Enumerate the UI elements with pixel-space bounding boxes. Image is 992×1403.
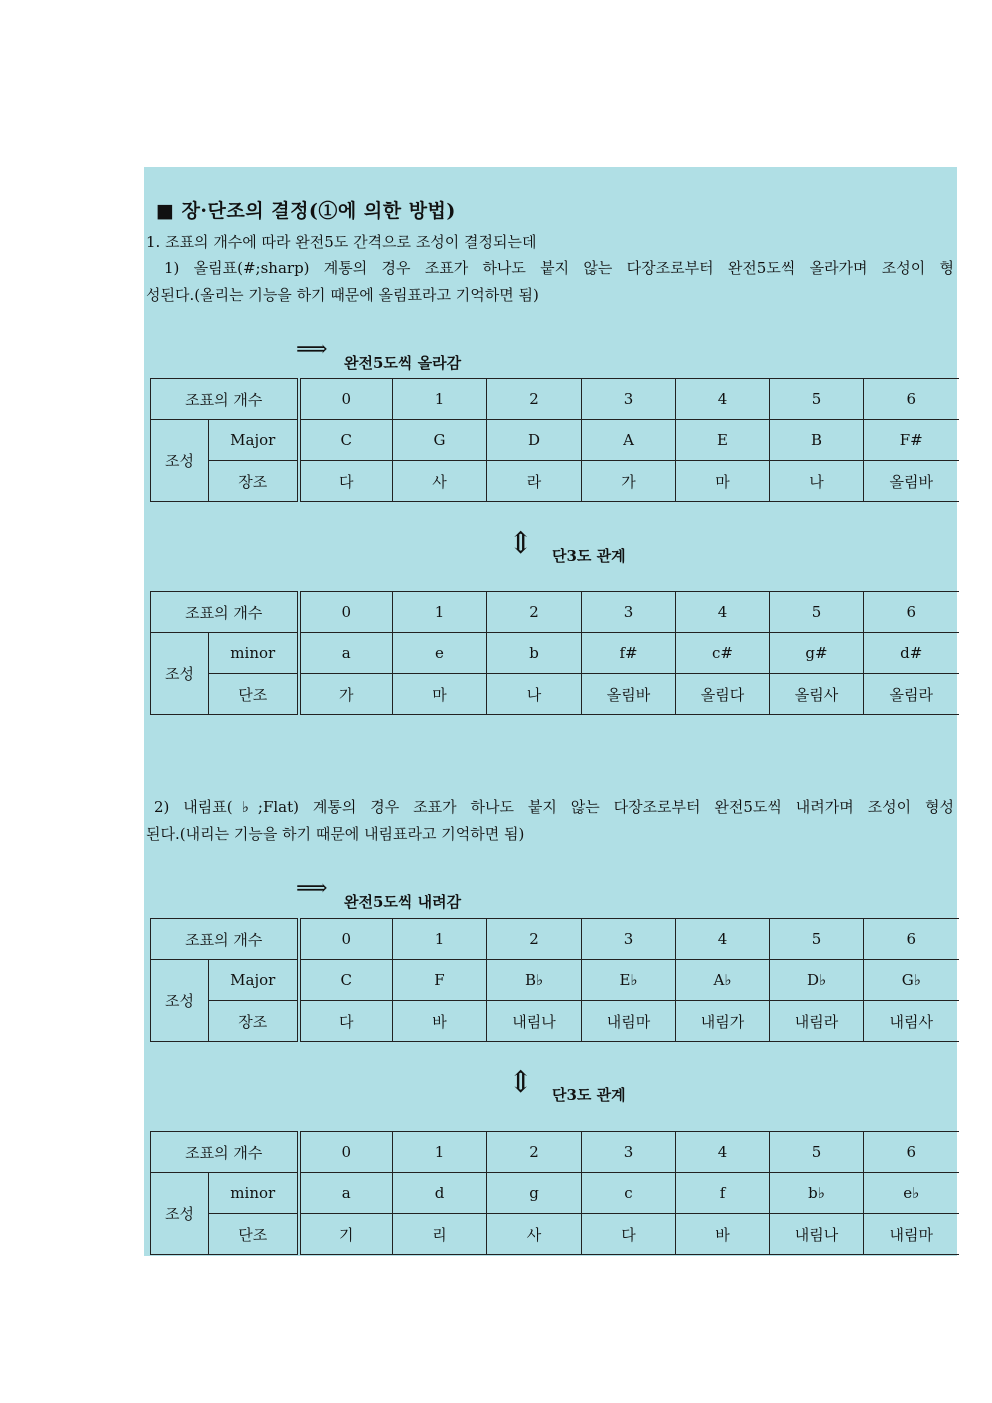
- table-cell: 2: [487, 592, 582, 633]
- table-cell: 2: [487, 1132, 582, 1173]
- table-row: [151, 919, 959, 960]
- table-cell: 0: [299, 379, 393, 420]
- table-cell: 사: [393, 461, 487, 502]
- table-cell: 1: [393, 919, 487, 960]
- table-cell: B: [770, 420, 864, 461]
- flat-minor-table: [150, 1131, 959, 1255]
- table-cell: 6: [864, 1132, 959, 1173]
- table-cell: 6: [864, 592, 959, 633]
- count-header: 조표의 개수: [151, 379, 299, 420]
- count-header: 조표의 개수: [151, 919, 299, 960]
- table-cell: 3: [582, 592, 676, 633]
- table-cell: 가: [582, 461, 676, 502]
- table-cell: 마: [676, 461, 770, 502]
- table-cell: f: [676, 1173, 770, 1214]
- table-cell: F#: [864, 420, 959, 461]
- row-label: 단조: [209, 674, 299, 715]
- flat-major-table: [150, 918, 959, 1042]
- sharp-paragraph-line2: 성된다.(올리는 기능을 하기 때문에 올림표라고 기억하면 됨): [146, 286, 539, 304]
- table-cell: 5: [770, 1132, 864, 1173]
- table-cell: 올림라: [864, 674, 959, 715]
- table-cell: C: [299, 420, 393, 461]
- table-cell: b: [487, 633, 582, 674]
- table-cell: 나: [487, 674, 582, 715]
- sharp-arrow-label: 완전5도씩 올라감: [344, 354, 462, 372]
- table-cell: e: [393, 633, 487, 674]
- table-cell: 마: [393, 674, 487, 715]
- flat-paragraph-line2: 된다.(내리는 기능을 하기 때문에 내림표라고 기억하면 됨): [146, 825, 525, 843]
- table-cell: 4: [676, 592, 770, 633]
- table-cell: 다: [582, 1214, 676, 1255]
- flat-arrow-label: 완전5도씩 내려감: [344, 893, 462, 911]
- table-cell: 바: [676, 1214, 770, 1255]
- up-down-arrow-icon: ⇕: [508, 526, 534, 561]
- table-cell: 내림라: [770, 1001, 864, 1042]
- table-cell: g: [487, 1173, 582, 1214]
- table-cell: 내림가: [676, 1001, 770, 1042]
- table-cell: 내림사: [864, 1001, 959, 1042]
- table-cell: B♭: [487, 960, 582, 1001]
- table-cell: 다: [299, 461, 393, 502]
- table-cell: c: [582, 1173, 676, 1214]
- table-row: [151, 633, 959, 674]
- table-cell: E♭: [582, 960, 676, 1001]
- double-right-arrow-icon: ⟹: [296, 876, 328, 901]
- table-cell: 다: [299, 1001, 393, 1042]
- double-right-arrow-icon: ⟹: [296, 337, 328, 362]
- group-label: 조성: [151, 960, 209, 1042]
- table-row: [151, 592, 959, 633]
- table-row: [151, 1001, 959, 1042]
- table-cell: 리: [393, 1214, 487, 1255]
- sharp-paragraph-line1: 1) 올림표(#;sharp) 계통의 경우 조표가 하나도 붙지 않는 다장조로부터 완전5도씩 올라가며 조성이 형: [164, 259, 954, 277]
- row-label: 장조: [209, 1001, 299, 1042]
- table-cell: 0: [299, 592, 393, 633]
- table-cell: C: [299, 960, 393, 1001]
- table-cell: 기: [299, 1214, 393, 1255]
- table-cell: 내림마: [582, 1001, 676, 1042]
- group-label: 조성: [151, 420, 209, 502]
- table-cell: f#: [582, 633, 676, 674]
- table-cell: 2: [487, 919, 582, 960]
- row-label: Major: [209, 960, 299, 1001]
- sharp-major-table: [150, 378, 959, 502]
- sharp-relation-label: 단3도 관계: [552, 547, 626, 565]
- table-cell: F: [393, 960, 487, 1001]
- table-cell: e♭: [864, 1173, 959, 1214]
- table-cell: 올림바: [582, 674, 676, 715]
- table-row: [151, 960, 959, 1001]
- table-cell: 나: [770, 461, 864, 502]
- flat-relation-label: 단3도 관계: [552, 1086, 626, 1104]
- table-row: [151, 461, 959, 502]
- intro-text: 1. 조표의 개수에 따라 완전5도 간격으로 조성이 결정되는데: [146, 233, 537, 251]
- table-cell: E: [676, 420, 770, 461]
- table-row: [151, 1214, 959, 1255]
- table-row: [151, 674, 959, 715]
- flat-paragraph-line1: 2) 내림표(♭;Flat) 계통의 경우 조표가 하나도 붙지 않는 다장조로부터 완전5도씩 내려가며 조성이 형성: [154, 798, 954, 816]
- table-cell: 3: [582, 1132, 676, 1173]
- sharp-minor-table: [150, 591, 959, 715]
- table-cell: 1: [393, 1132, 487, 1173]
- table-cell: G: [393, 420, 487, 461]
- table-cell: 0: [299, 1132, 393, 1173]
- table-row: [151, 379, 959, 420]
- table-cell: 내림마: [864, 1214, 959, 1255]
- table-cell: 3: [582, 919, 676, 960]
- table-cell: 가: [299, 674, 393, 715]
- table-cell: D: [487, 420, 582, 461]
- table-row: [151, 420, 959, 461]
- table-cell: 6: [864, 919, 959, 960]
- table-cell: d: [393, 1173, 487, 1214]
- table-cell: c#: [676, 633, 770, 674]
- table-row: [151, 1132, 959, 1173]
- table-cell: 5: [770, 919, 864, 960]
- table-cell: A♭: [676, 960, 770, 1001]
- table-cell: 6: [864, 379, 959, 420]
- table-cell: 4: [676, 379, 770, 420]
- table-cell: 올림다: [676, 674, 770, 715]
- row-label: 장조: [209, 461, 299, 502]
- table-cell: 라: [487, 461, 582, 502]
- table-cell: 5: [770, 379, 864, 420]
- table-cell: 바: [393, 1001, 487, 1042]
- up-down-arrow-icon: ⇕: [508, 1065, 534, 1100]
- table-cell: b♭: [770, 1173, 864, 1214]
- table-row: [151, 1173, 959, 1214]
- table-cell: a: [299, 633, 393, 674]
- table-cell: G♭: [864, 960, 959, 1001]
- table-cell: 5: [770, 592, 864, 633]
- table-cell: D♭: [770, 960, 864, 1001]
- table-cell: 올림바: [864, 461, 959, 502]
- table-cell: 1: [393, 379, 487, 420]
- table-cell: a: [299, 1173, 393, 1214]
- table-cell: 내림나: [770, 1214, 864, 1255]
- table-cell: g#: [770, 633, 864, 674]
- table-cell: 0: [299, 919, 393, 960]
- row-label: minor: [209, 1173, 299, 1214]
- table-cell: 3: [582, 379, 676, 420]
- row-label: Major: [209, 420, 299, 461]
- row-label: minor: [209, 633, 299, 674]
- table-cell: A: [582, 420, 676, 461]
- count-header: 조표의 개수: [151, 592, 299, 633]
- table-cell: d#: [864, 633, 959, 674]
- table-cell: 2: [487, 379, 582, 420]
- group-label: 조성: [151, 633, 209, 715]
- table-cell: 4: [676, 1132, 770, 1173]
- table-cell: 사: [487, 1214, 582, 1255]
- table-cell: 4: [676, 919, 770, 960]
- row-label: 단조: [209, 1214, 299, 1255]
- group-label: 조성: [151, 1173, 209, 1255]
- count-header: 조표의 개수: [151, 1132, 299, 1173]
- table-cell: 올림사: [770, 674, 864, 715]
- section-heading: ■ 장·단조의 결정(①에 의한 방법): [156, 200, 456, 222]
- table-cell: 내림나: [487, 1001, 582, 1042]
- table-cell: 1: [393, 592, 487, 633]
